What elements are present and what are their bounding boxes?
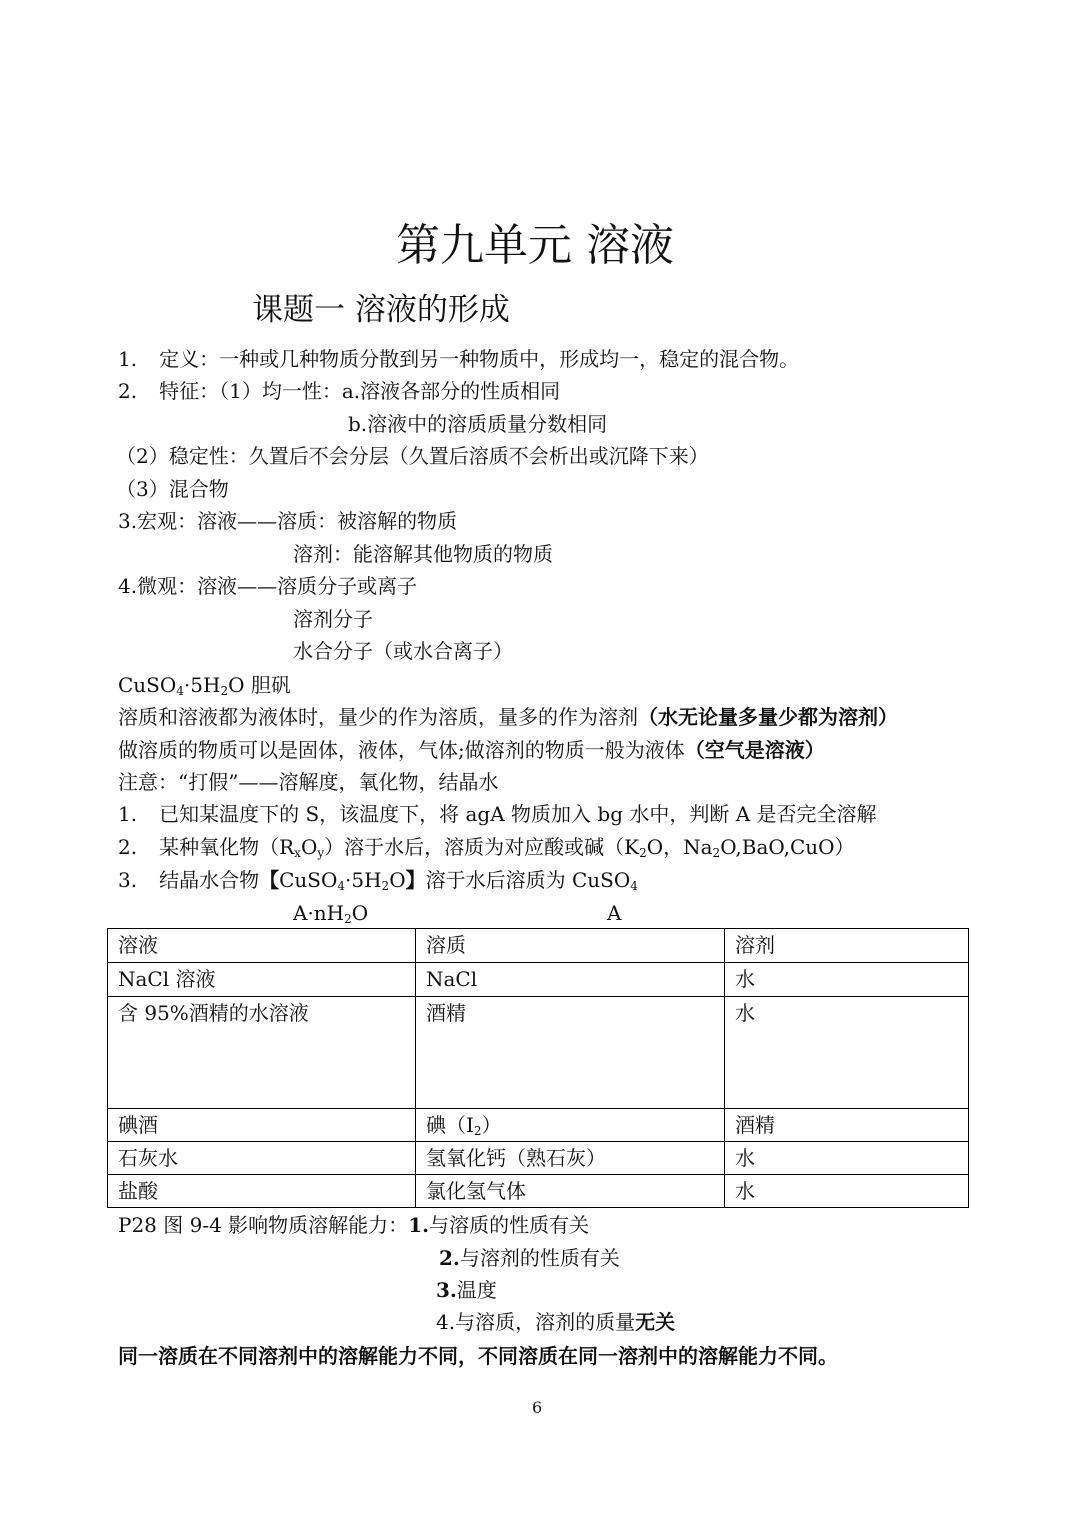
note-item-1 [118,801,877,827]
factor-2 [439,1245,620,1271]
formula-text: O [351,901,369,925]
page-title: 第九单元 溶液 [396,220,674,271]
table-cell: 石灰水 [108,1142,416,1175]
note-item-3 [118,867,638,893]
factor-text: 温度 [456,1278,497,1302]
rule-note: （空气是溶液） [684,738,825,762]
subscript: 2 [639,846,647,860]
table-row [108,1109,969,1142]
table-cell: 碘酒 [108,1109,416,1142]
factor-number: 3. [436,1278,457,1302]
feature-line [118,378,560,404]
table-header-row [108,929,969,963]
table-cell: 酒精 [416,997,725,1109]
table-header-cell: 溶剂 [725,929,969,963]
factor-text: 4.与溶质，溶剂的质量 [436,1310,636,1334]
list-number: 1. [118,347,138,371]
table-cell: 氯化氢气体 [416,1175,725,1208]
table-cell: 水 [725,1142,969,1175]
list-number: 2. [118,835,138,859]
factor-number: 1. [408,1213,430,1237]
bracket: 】 [405,868,426,892]
section-title: 课题一 溶液的形成 [252,292,510,328]
list-text: O,BaO,CuO） [720,835,855,859]
table-cell: 氢氧化钙（熟石灰） [416,1142,725,1175]
table-cell: 水 [725,963,969,997]
subscript: 4 [337,879,346,893]
factor-number: 2. [439,1246,460,1270]
subscript: 2 [220,684,229,698]
subscript: 2 [344,912,352,926]
list-text: O [300,835,318,859]
table-cell: 含 95%酒精的水溶液 [108,997,416,1109]
list-number: 1. [118,802,138,826]
table-cell: NaCl [416,963,725,997]
solvent-molecule-line: 溶剂分子 [293,607,373,631]
table-cell [416,1109,725,1142]
cell-text: ） [481,1113,502,1137]
table-header-cell: 溶质 [416,929,725,963]
table-cell: NaCl 溶液 [108,963,416,997]
table-cell: 盐酸 [108,1175,416,1208]
list-text: 某种氧化物（R [159,835,295,859]
list-text: O，Na [646,835,713,859]
solvent-line: 溶剂：能溶解其他物质的物质 [293,542,553,566]
mixture-line: （3）混合物 [116,477,229,501]
list-text: 已知某温度下的 S，该温度下，将 agA 物质加入 bg 水中，判断 A 是否完全溶解 [159,802,877,826]
factor-text: 与溶质的性质有关 [429,1213,590,1237]
formula-text: ·5H [183,673,221,697]
subscript: 2 [712,846,721,860]
hydrated-molecule-line: 水合分子（或水合离子） [293,639,513,663]
hydrate-formula [293,900,368,926]
factors-intro [118,1212,589,1238]
list-text: ·5H [345,868,382,892]
stability-line: （2）稳定性：久置后不会分层（久置后溶质不会析出或沉降下来） [116,444,709,468]
list-text: 溶于水后溶质为 CuSO [425,868,631,892]
conclusion: 同一溶质在不同溶剂中的溶解能力不同，不同溶质在同一溶剂中的溶解能力不同。 [118,1344,838,1368]
table-row [108,997,969,1109]
subscript: 4 [630,879,638,893]
solution-table [107,928,969,1208]
table-header-cell: 溶液 [108,929,416,963]
factor-4 [436,1309,675,1335]
feature-b-line: b.溶液中的溶质质量分数相同 [348,412,608,436]
micro-line: 4.微观：溶液——溶质分子或离子 [118,574,418,598]
table-row [108,1142,969,1175]
factor-3 [436,1277,497,1303]
page-number: 6 [532,1398,543,1417]
factors-intro-text: P28 图 9-4 影响物质溶解能力： [118,1213,409,1237]
table-row [108,1175,969,1208]
anhydrous-formula: A [607,901,622,925]
formula-line [118,672,291,698]
list-text: 定义：一种或几种物质分散到另一种物质中，形成均一，稳定的混合物。 [159,347,800,371]
formula-text: O 胆矾 [228,673,291,697]
note-line: 注意：“打假”——溶解度，氧化物，结晶水 [118,770,499,794]
list-text: 特征：（1）均一性：a.溶液各部分的性质相同 [159,379,561,403]
table-cell: 水 [725,997,969,1109]
subscript: 2 [473,1124,482,1138]
definition-line [118,346,799,372]
rule-text: 做溶质的物质可以是固体，液体，气体;做溶剂的物质一般为液体 [118,738,685,762]
list-text: CuSO [279,868,338,892]
list-number: 2. [118,379,138,403]
subscript: 4 [176,684,184,698]
list-number: 3. [118,868,138,892]
macro-line: 3.宏观：溶液——溶质：被溶解的物质 [118,509,458,533]
formula-text: A·nH [293,901,345,925]
table-cell: 水 [725,1175,969,1208]
subscript: y [317,846,325,860]
cell-text: 碘（I [426,1113,474,1137]
bracket: 【 [259,868,280,892]
formula-text: CuSO [118,673,177,697]
liquid-rule-line [118,704,898,730]
list-text: ）溶于水后，溶质为对应酸或碱（K [324,835,640,859]
note-item-2 [118,834,855,860]
subscript: 2 [381,879,390,893]
factor-text: 与溶剂的性质有关 [459,1246,620,1270]
factor-emphasis: 无关 [635,1310,676,1334]
list-text: 结晶水合物 [159,868,260,892]
solute-state-line [118,737,825,763]
table-cell: 酒精 [725,1109,969,1142]
list-text: O [389,868,406,892]
subscript: x [294,846,301,860]
table-row [108,963,969,997]
rule-text: 溶质和溶液都为液体时，量少的作为溶质，量多的作为溶剂 [118,705,638,729]
rule-note: （水无论量多量少都为溶剂） [638,705,898,729]
